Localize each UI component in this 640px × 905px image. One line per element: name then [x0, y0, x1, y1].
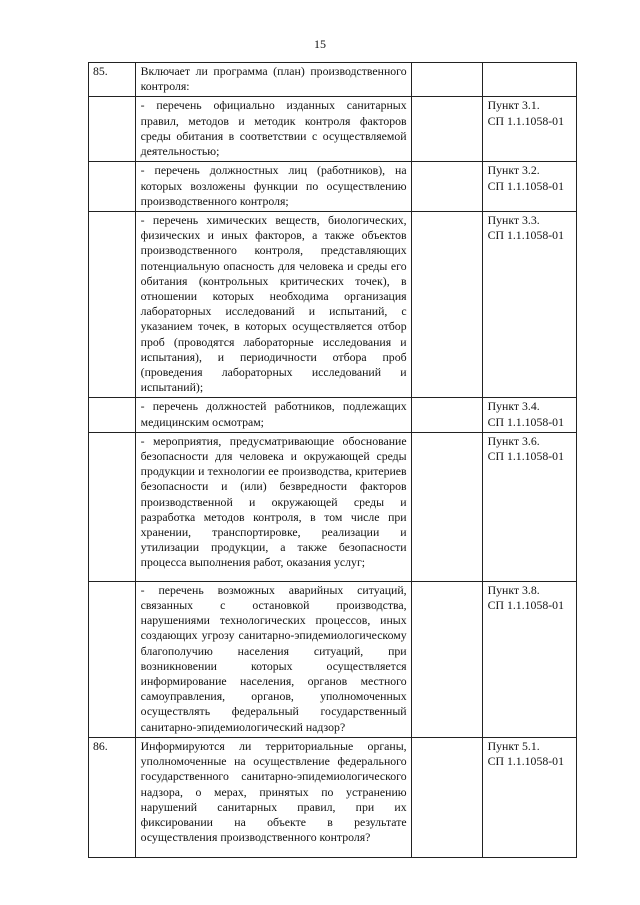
reference-cell	[482, 737, 576, 857]
table-row	[89, 212, 577, 398]
page-number: 15	[314, 37, 326, 51]
item-number-cell: 85.	[89, 63, 136, 97]
reference-point: Пункт 3.6.	[487, 433, 540, 448]
question-cell: - мероприятия, предусматривающие обоснование безопасности для человека и окружающей среды продукции и технологии ее производства, критериев безопасности и (или) безвредности факторов производственной и окружающей среды и разработка методов контроля, в том числе при хранении, транспортировке, реализации и утилизации продукции, а также безопасности процесса выполнения работ, оказания услуг;	[135, 432, 411, 581]
reference-cell	[482, 398, 576, 432]
answer-cell	[411, 432, 482, 581]
question-cell: Информируются ли территориальные органы, уполномоченные на осуществление федерального государственного санитарно-эпидемиологического надзора, о мерах, принятых по устранению нарушений санитарных правил, при их фиксировании на объекте в результате осуществления производственного контроля?	[135, 737, 411, 857]
reference-document: СП 1.1.1058-01	[487, 449, 564, 464]
reference-point: Пункт 3.8.	[487, 582, 540, 597]
question-cell: - перечень возможных аварийных ситуаций, связанных с остановкой производства, нарушениями технологических процессов, иных создающих угрозу санитарно-эпидемиологическому благополучию населения ситуаций, при возникновении которых осуществляется информирование населения, органов местного самоуправления, органов, уполномоченных осуществлять федеральный государственный санитарно-эпидемиологический надзор?	[135, 581, 411, 737]
question-cell: - перечень официально изданных санитарных правил, методов и методик контроля факторов среды обитания в соответствии с осуществляемой деятельностью;	[135, 97, 411, 162]
reference-document: СП 1.1.1058-01	[487, 113, 564, 128]
table-row	[89, 581, 577, 737]
reference-cell	[482, 581, 576, 737]
table-row	[89, 737, 577, 857]
item-number-cell	[89, 162, 136, 212]
question-cell: - перечень химических веществ, биологических, физических и иных факторов, а также объектов производственного контроля, представляющих потенциальную опасность для человека и среды его обитания (контрольных критических точек), в отношении которых необходима организация лабораторных исследований и испытаний, с указанием точек, в которых осуществляется отбор проб (проводятся лабораторные исследования и испытания), и периодичности отбора проб (проведения лабораторных исследований и испытаний);	[135, 212, 411, 398]
item-number-cell	[89, 97, 136, 162]
table-row	[89, 63, 577, 97]
answer-cell	[411, 97, 482, 162]
table-row	[89, 398, 577, 432]
answer-cell	[411, 162, 482, 212]
answer-cell	[411, 63, 482, 97]
item-number-cell	[89, 398, 136, 432]
answer-cell	[411, 398, 482, 432]
question-cell: - перечень должностных лиц (работников), на которых возложены функции по осуществлению производственного контроля;	[135, 162, 411, 212]
item-number-cell	[89, 432, 136, 581]
question-cell: - перечень должностей работников, подлежащих медицинским осмотрам;	[135, 398, 411, 432]
reference-point: Пункт 3.4.	[487, 399, 540, 414]
answer-cell	[411, 212, 482, 398]
reference-document: СП 1.1.1058-01	[487, 178, 564, 193]
reference-document: СП 1.1.1058-01	[487, 754, 564, 769]
checklist-table	[88, 62, 577, 858]
reference-point: Пункт 3.3.	[487, 213, 540, 228]
table-row	[89, 432, 577, 581]
answer-cell	[411, 737, 482, 857]
reference-document: СП 1.1.1058-01	[487, 598, 564, 613]
answer-cell	[411, 581, 482, 737]
table-row	[89, 97, 577, 162]
item-number-cell: 86.	[89, 737, 136, 857]
table-row	[89, 162, 577, 212]
reference-cell	[482, 97, 576, 162]
item-number-cell	[89, 581, 136, 737]
reference-cell	[482, 212, 576, 398]
reference-cell	[482, 162, 576, 212]
reference-document: СП 1.1.1058-01	[487, 228, 564, 243]
reference-cell	[482, 63, 576, 97]
reference-point: Пункт 5.1.	[487, 738, 540, 753]
reference-cell	[482, 432, 576, 581]
question-cell: Включает ли программа (план) производственного контроля:	[135, 63, 411, 97]
reference-point: Пункт 3.1.	[487, 98, 540, 113]
item-number-cell	[89, 212, 136, 398]
reference-document: СП 1.1.1058-01	[487, 414, 564, 429]
reference-point: Пункт 3.2.	[487, 163, 540, 178]
